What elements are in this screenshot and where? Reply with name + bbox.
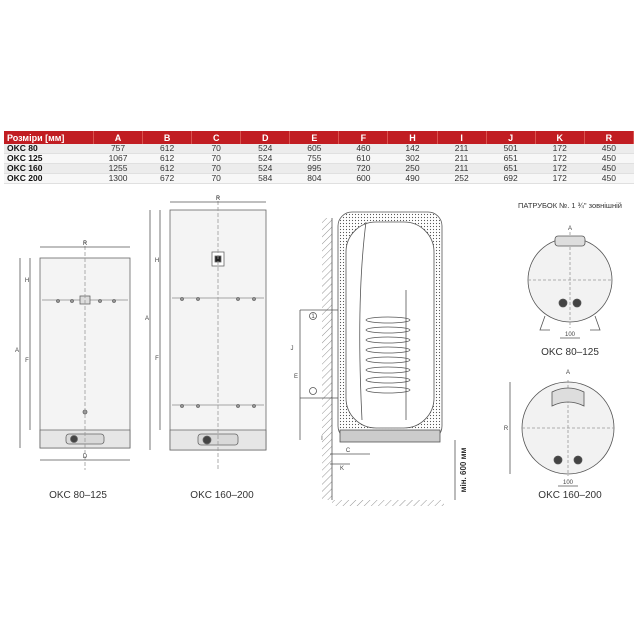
col-header: D xyxy=(241,131,290,144)
label-r: R xyxy=(215,196,221,202)
table-cell: 720 xyxy=(339,164,388,174)
label-j: J xyxy=(290,346,294,352)
pipe-inlet-icon xyxy=(559,299,567,307)
screw-hole xyxy=(237,298,240,301)
screw-hole xyxy=(113,300,116,303)
col-header: I xyxy=(437,131,486,144)
table-cell: 70 xyxy=(192,154,241,164)
label-d: D xyxy=(82,454,88,460)
thermostat-knob-icon xyxy=(71,436,78,443)
label-a: A xyxy=(144,316,150,322)
table-cell: 605 xyxy=(290,144,339,154)
screw-hole xyxy=(181,298,184,301)
row-model: OKC 200 xyxy=(4,174,94,184)
caption-top-small: OKC 80–125 xyxy=(541,347,599,358)
table-cell: 755 xyxy=(290,154,339,164)
table-cell: 1255 xyxy=(94,164,143,174)
table-cell: 612 xyxy=(143,154,192,164)
label-100: 100 xyxy=(564,332,576,338)
front-view-small xyxy=(20,240,130,470)
label-a: A xyxy=(567,226,573,232)
label-i: I xyxy=(321,436,323,442)
table-cell: 612 xyxy=(143,164,192,174)
table-cell: 524 xyxy=(241,144,290,154)
bottom-flange xyxy=(340,430,440,442)
screw-hole xyxy=(99,300,102,303)
table-cell: 70 xyxy=(192,144,241,154)
col-header: K xyxy=(535,131,584,144)
label-100: 100 xyxy=(562,480,574,486)
row-model: OKC 80 xyxy=(4,144,94,154)
label-a: A xyxy=(14,348,20,354)
row-model: OKC 125 xyxy=(4,154,94,164)
table-cell: 600 xyxy=(339,174,388,184)
tank-body-small xyxy=(40,258,130,448)
screw-hole xyxy=(253,405,256,408)
table-cell: 450 xyxy=(584,164,633,174)
label-h: H xyxy=(154,258,160,264)
table-cell: 490 xyxy=(388,174,437,184)
clearance-label: мін. 600 мм xyxy=(459,447,468,493)
pipe-outlet-icon xyxy=(574,456,582,464)
screw-hole xyxy=(253,298,256,301)
table-cell: 172 xyxy=(535,174,584,184)
connector-1-label: 1 xyxy=(311,314,315,320)
screw-hole xyxy=(237,405,240,408)
col-header: R xyxy=(584,131,633,144)
table-cell: 672 xyxy=(143,174,192,184)
screw-hole xyxy=(181,405,184,408)
label-e: E xyxy=(293,374,299,380)
table-cell: 651 xyxy=(486,154,535,164)
tank-inner xyxy=(346,222,434,428)
table-cell: 172 xyxy=(535,154,584,164)
col-header: H xyxy=(388,131,437,144)
table-cell: 804 xyxy=(290,174,339,184)
col-header: F xyxy=(339,131,388,144)
table-cell: 70 xyxy=(192,164,241,174)
table-cell: 450 xyxy=(584,144,633,154)
screw-hole xyxy=(57,300,60,303)
caption-front-small: OKC 80–125 xyxy=(49,490,107,501)
table-cell: 70 xyxy=(192,174,241,184)
label-k: K xyxy=(339,466,345,472)
col-header: J xyxy=(486,131,535,144)
table-cell: 460 xyxy=(339,144,388,154)
label-f: F xyxy=(25,358,29,364)
table-cell: 584 xyxy=(241,174,290,184)
table-cell: 524 xyxy=(241,154,290,164)
mounting-foot-right xyxy=(590,316,600,330)
table-cell: 450 xyxy=(584,154,633,164)
screw-hole xyxy=(197,298,200,301)
wall-hatching xyxy=(322,218,332,500)
connector-note: ПАТРУБОК №. 1 ¾" зовнішній xyxy=(518,201,622,210)
table-cell: 524 xyxy=(241,164,290,174)
col-header: A xyxy=(94,131,143,144)
floor-hatching xyxy=(332,500,444,506)
table-cell: 250 xyxy=(388,164,437,174)
thermostat-knob-icon xyxy=(203,436,211,444)
table-cell: 1300 xyxy=(94,174,143,184)
mounting-foot-left xyxy=(540,316,550,330)
table-cell: 172 xyxy=(535,144,584,154)
label-c: C xyxy=(345,448,351,454)
top-connector-block xyxy=(555,236,585,246)
side-section-view xyxy=(300,212,455,506)
top-view-small xyxy=(528,232,612,338)
screw-hole xyxy=(197,405,200,408)
label-f: F xyxy=(155,356,159,362)
table-cell: 757 xyxy=(94,144,143,154)
table-cell: 211 xyxy=(437,144,486,154)
table-cell: 501 xyxy=(486,144,535,154)
pipe-outlet-icon xyxy=(573,299,581,307)
label-a: A xyxy=(565,370,571,376)
table-cell: 252 xyxy=(437,174,486,184)
col-header: E xyxy=(290,131,339,144)
header-dimensions-label: Розміри [мм] xyxy=(4,131,94,144)
table-cell: 692 xyxy=(486,174,535,184)
table-cell: 610 xyxy=(339,154,388,164)
row-model: OKC 160 xyxy=(4,164,94,174)
table-cell: 172 xyxy=(535,164,584,174)
table-cell: 651 xyxy=(486,164,535,174)
caption-front-large: OKC 160–200 xyxy=(190,490,254,501)
table-cell: 211 xyxy=(437,154,486,164)
label-r: R xyxy=(503,426,509,432)
label-r: R xyxy=(82,241,88,247)
table-cell: 612 xyxy=(143,144,192,154)
table-cell: 142 xyxy=(388,144,437,154)
table-cell: 211 xyxy=(437,164,486,174)
connector-2-marker xyxy=(310,388,317,395)
front-view-large xyxy=(150,195,266,470)
table-cell: 1067 xyxy=(94,154,143,164)
col-header: C xyxy=(192,131,241,144)
label-h: H xyxy=(24,278,30,284)
table-cell: 995 xyxy=(290,164,339,174)
top-view-large xyxy=(510,380,614,486)
pipe-inlet-icon xyxy=(554,456,562,464)
screw-hole xyxy=(71,300,74,303)
caption-top-large: OKC 160–200 xyxy=(538,490,602,501)
col-header: B xyxy=(143,131,192,144)
table-cell: 302 xyxy=(388,154,437,164)
table-cell: 450 xyxy=(584,174,633,184)
